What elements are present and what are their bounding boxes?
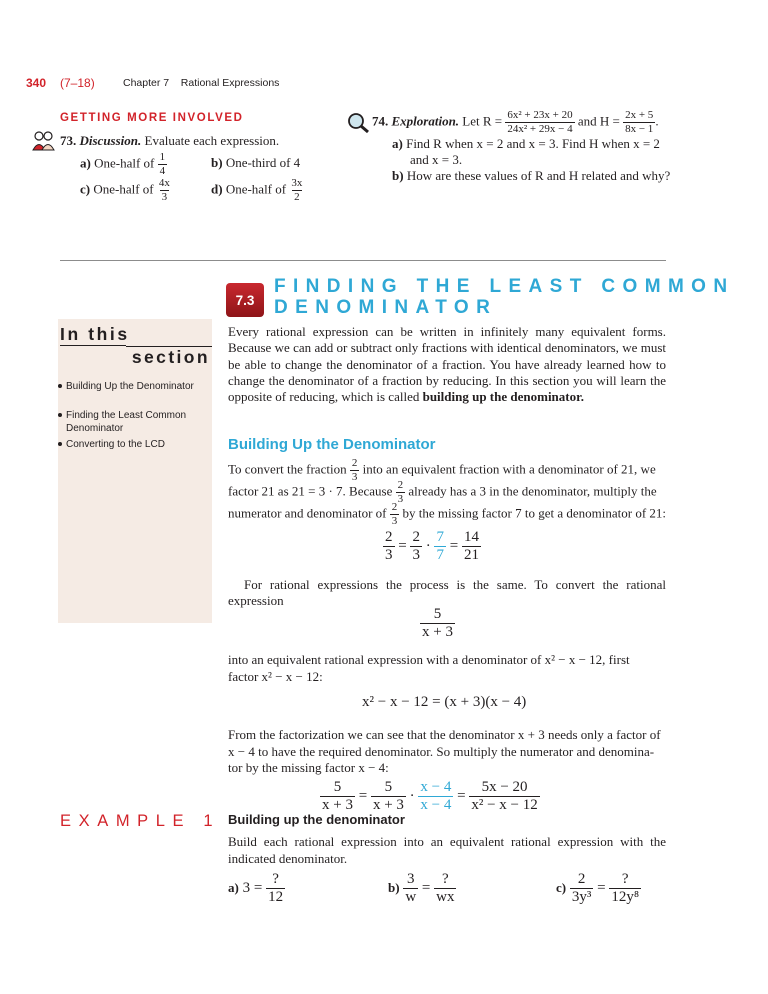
example-part-a: a) 3 = $\frac{?}{12}$ [228,871,284,905]
section-number-badge: 7.3 [226,283,264,317]
example-part-b: b) $\frac{3}{w}$ = $\frac{?}{wx}$ [388,871,455,905]
exercise-73a: a) One-half of $\frac{1}{4}$ [80,151,166,177]
intro-line: change the denominator of a fraction by reducing. In this section you will learn the [228,373,666,388]
section-title-line2: DENOMINATOR [274,297,498,318]
equation-build-up: $\frac{5}{x + 3}$ = $\frac{5}{x + 3}$ · $\frac{x - 4}{x - 4}$ = $\frac{5x - 20}{\text{x² − x − 12}}$ [322,779,538,813]
equation-two-thirds: $\frac{2}{3}$ = $\frac{2}{3}$ · $\frac{7}{7}$ = $\frac{14}{21}$ [385,529,479,563]
getting-more-involved-heading: GETTING MORE INVOLVED [60,112,244,124]
intro-line: be able to change the denominator of a fraction. You have already learned how to [228,357,666,372]
exercise-73c: c) One-half of $\frac{4x}{3}$ [80,177,170,203]
body-line: expression [228,593,284,608]
body-line: From the factorization we can see that the denominator x + 3 needs only a factor of [228,727,661,742]
exercise-74b: b) How are these values of R and H related and why? [392,168,671,183]
exercise-74-heading: 74. Exploration. Let R = $\frac{\text{6x² + 23x + 20}}{\text{24x² + 29x − 4}}$ and H = $\frac{2x + 5}{8x - 1}$ . [372,109,659,135]
factorization-equation: x² − x − 12 = (x + 3)(x − 4) [362,694,527,710]
body-line: tor by the missing factor x − 4: [228,760,389,775]
example-title: Building up the denominator [228,812,405,827]
page-range: (7–18) [60,76,95,90]
body-line: into an equivalent rational expression with a denominator of x² − x − 12, first [228,652,630,667]
body-line: factor x² − x − 12: [228,669,323,684]
body-line: factor 21 as 21 = 3 · 7. Because $\frac{2}{3}$ already has a 3 in the denominator, multiply the [228,479,657,505]
page-number: 340 [26,76,47,90]
sidebar-item: Converting to the LCD [66,438,206,451]
discussion-people-icon [32,130,56,152]
sidebar-item: Finding the Least Common Denominator [66,409,206,435]
magnifier-icon [346,111,370,133]
intro-line: opposite of reducing, which is called building up the denominator. [228,389,584,404]
in-this-heading: In this [60,324,130,344]
sidebar-rule [60,345,126,346]
subsection-heading: Building Up the Denominator [228,436,436,453]
intro-line: Because we can add or subtract only fractions with identical denominators, we must [228,340,666,355]
body-line: For rational expressions the process is the same. To convert the rational [244,577,666,592]
exercise-73-heading: 73. Discussion. Evaluate each expression. [60,133,280,148]
sidebar-item: Building Up the Denominator [66,380,206,393]
body-line: numerator and denominator of $\frac{2}{3}$ by the missing factor 7 to get a denominator of 21: [228,501,667,527]
exercise-74a: a) Find R when x = 2 and x = 3. Find H when x = 2 [392,136,660,151]
body-line: x − 4 to have the required denominator. So multiply the numerator and denomina- [228,744,655,759]
section-heading: section [131,347,210,367]
exercise-73b: b) One-third of 4 [211,155,301,170]
exercise-74a-cont: and x = 3. [410,152,463,167]
fraction-5-over-x-plus-3: $\frac{5}{x + 3}$ [422,606,453,640]
example-label: EXAMPLE 1 [60,812,221,830]
example-part-c: c) $\frac{2}{\text{3y³}}$ = $\frac{?}{\text{12y⁸}}$ [556,871,640,905]
body-line: Build each rational expression into an equivalent rational expression with the [228,834,666,849]
running-header: Chapter 7 Rational Expressions [123,77,280,89]
body-line: indicated denominator. [228,851,348,866]
exercise-73d: d) One-half of $\frac{3x}{2}$ [211,177,303,203]
body-line: To convert the fraction $\frac{2}{3}$ into an equivalent fraction with a denominator of 21, we [228,457,656,483]
section-divider [60,260,666,261]
section-title: FINDING THE LEAST COMMON [274,276,735,297]
intro-line: Every rational expression can be written in infinitely many equivalent forms. [228,324,666,339]
